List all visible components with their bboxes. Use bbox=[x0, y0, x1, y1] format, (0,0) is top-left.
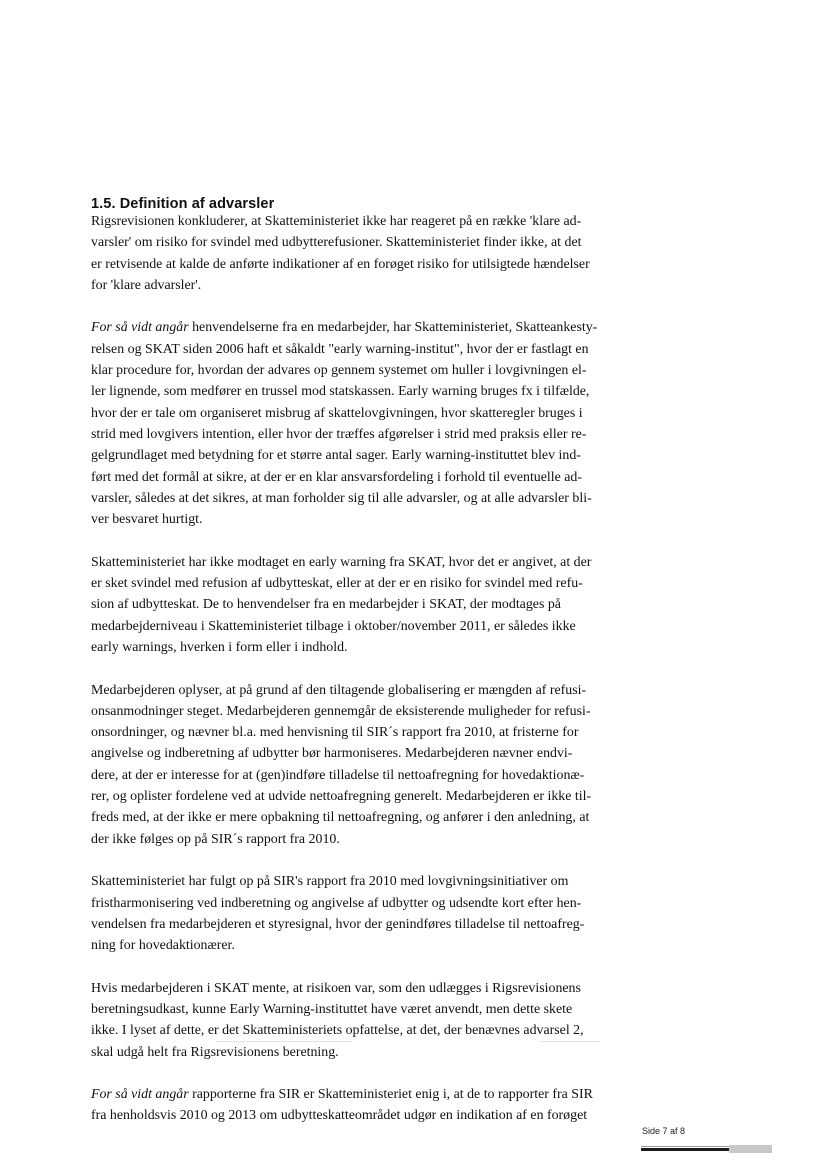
text-line: ver besvaret hurtigt. bbox=[91, 512, 203, 528]
text-line: for 'klare advarsler'. bbox=[91, 277, 202, 293]
text-line: strid med lovgivers intention, eller hvor der træffes afgørelser i strid med praksis eller re- bbox=[91, 426, 587, 442]
text-line: Skatteministeriet har ikke modtaget en early warning fra SKAT, hvor det er angivet, at der bbox=[91, 554, 592, 570]
text-line: ning for hovedaktionærer. bbox=[91, 938, 235, 954]
text-line: beretningsudkast, kunne Early Warning-instituttet have været anvendt, men dette skete bbox=[91, 1001, 573, 1017]
paragraph-4 bbox=[91, 680, 611, 850]
scan-artifact bbox=[216, 1041, 351, 1042]
text-segment: henvendelserne fra en medarbejder, har Skatteministeriet, Skatteankesty- bbox=[188, 320, 598, 336]
text-line: angivelse og indberetning af udbytter bør harmoniseres. Medarbejderen nævner endvi- bbox=[91, 746, 573, 762]
text-line: onsanmodninger steget. Medarbejderen gennemgår de eksisterende muligheder for refusi- bbox=[91, 703, 591, 719]
italic-lead: For så vidt angår bbox=[91, 1087, 189, 1103]
text-line: ført med det formål at sikre, at der er en klar ansvarsfordeling i forhold til eventuelle ad- bbox=[91, 469, 583, 485]
text-line: gelgrundlaget med betydning for et større antal sager. Early warning-instituttet blev ind- bbox=[91, 448, 581, 464]
text-line bbox=[91, 317, 611, 338]
text-line: ikke. I lyset af dette, er det Skatteministeriets opfattelse, at det, der benævnes advarsel 2, bbox=[91, 1023, 584, 1039]
text-line: early warnings, hverken i form eller i indhold. bbox=[91, 639, 348, 655]
paragraph-7 bbox=[91, 1084, 611, 1127]
text-line: varsler' om risiko for svindel med udbytterefusioner. Skatteministeriet finder ikke, at det bbox=[91, 235, 582, 251]
footer-bar bbox=[641, 1148, 729, 1151]
text-line: relsen og SKAT siden 2006 haft et såkaldt "early warning-institut", hvor der er fastlagt en bbox=[91, 341, 589, 357]
section-heading: 1.5. Definition af advarsler bbox=[91, 196, 275, 212]
body-text bbox=[91, 211, 611, 1148]
text-line: fristharmonisering ved indberetning og angivelse af udbytter og udsendte kort efter hen- bbox=[91, 895, 582, 911]
text-line: Rigsrevisionen konkluderer, at Skatteministeriet ikke har reageret på en række 'klare ad- bbox=[91, 214, 582, 229]
italic-lead: For så vidt angår bbox=[91, 320, 189, 336]
text-line: fra henholdsvis 2010 og 2013 om udbytteskatteområdet udgør en indikation af en forøget bbox=[91, 1108, 588, 1124]
paragraph-1 bbox=[91, 211, 611, 296]
text-line: skal udgå helt fra Rigsrevisionens beretning. bbox=[91, 1044, 339, 1060]
text-line: varsler, således at det sikres, at man forholder sig til alle advarsler, og at alle advarsler bli- bbox=[91, 490, 592, 506]
text-line: freds med, at der ikke er mere opbakning til nettoafregning, og anfører i den anledning, at bbox=[91, 810, 590, 826]
footer-rule bbox=[641, 1146, 729, 1147]
paragraph-6 bbox=[91, 978, 611, 1063]
paragraph-2 bbox=[91, 317, 611, 530]
text-line: er sket svindel med refusion af udbytteskat, eller at der er en risiko for svindel med refu- bbox=[91, 576, 583, 592]
text-line: ler lignende, som medfører en trussel mod statskassen. Early warning bruges fx i tilfælde, bbox=[91, 384, 590, 400]
text-line: Hvis medarbejderen i SKAT mente, at risikoen var, som den udlægges i Rigsrevisionens bbox=[91, 980, 581, 996]
text-line: der ikke følges op på SIR´s rapport fra 2010. bbox=[91, 831, 340, 847]
paragraph-5 bbox=[91, 871, 611, 956]
text-line bbox=[91, 1084, 611, 1105]
page-number: Side 7 af 8 bbox=[642, 1126, 686, 1136]
text-line: er retvisende at kalde de anførte indikationer af en forøget risiko for utilsigtede hændelser bbox=[91, 256, 590, 272]
text-line: klar procedure for, hvordan der advares op gennem systemet om huller i lovgivningen el- bbox=[91, 363, 587, 379]
footer-bar-grey bbox=[729, 1145, 772, 1153]
paragraph-3 bbox=[91, 552, 611, 658]
text-line: rer, og oplister fordelene ved at udvide nettoafregning generelt. Medarbejderen er ikke til- bbox=[91, 789, 592, 805]
text-line: Skatteministeriet har fulgt op på SIR's rapport fra 2010 med lovgivningsinitiativer om bbox=[91, 874, 569, 890]
text-line: vendelsen fra medarbejderen et styresignal, hvor der genindføres tilladelse til nettoafreg- bbox=[91, 916, 585, 932]
text-line: dere, at der er interesse for at (gen)indføre tilladelse til nettoafregning for hovedaktionæ- bbox=[91, 767, 585, 783]
text-line: medarbejderniveau i Skatteministeriet tilbage i oktober/november 2011, er således ikke bbox=[91, 618, 576, 634]
text-line: onsordninger, og nævner bl.a. med henvisning til SIR´s rapport fra 2010, at fristerne for bbox=[91, 725, 579, 741]
text-segment: rapporterne fra SIR er Skatteministeriet enig i, at de to rapporter fra SIR bbox=[188, 1087, 593, 1103]
text-line: sion af udbytteskat. De to henvendelser fra en medarbejder i SKAT, der modtages på bbox=[91, 597, 561, 613]
scan-artifact bbox=[540, 1041, 600, 1042]
text-line: Medarbejderen oplyser, at på grund af den tiltagende globalisering er mængden af refusi- bbox=[91, 682, 587, 698]
text-line: hvor der er tale om organiseret misbrug af skattelovgivningen, hvor skatteregler bruges i bbox=[91, 405, 583, 421]
